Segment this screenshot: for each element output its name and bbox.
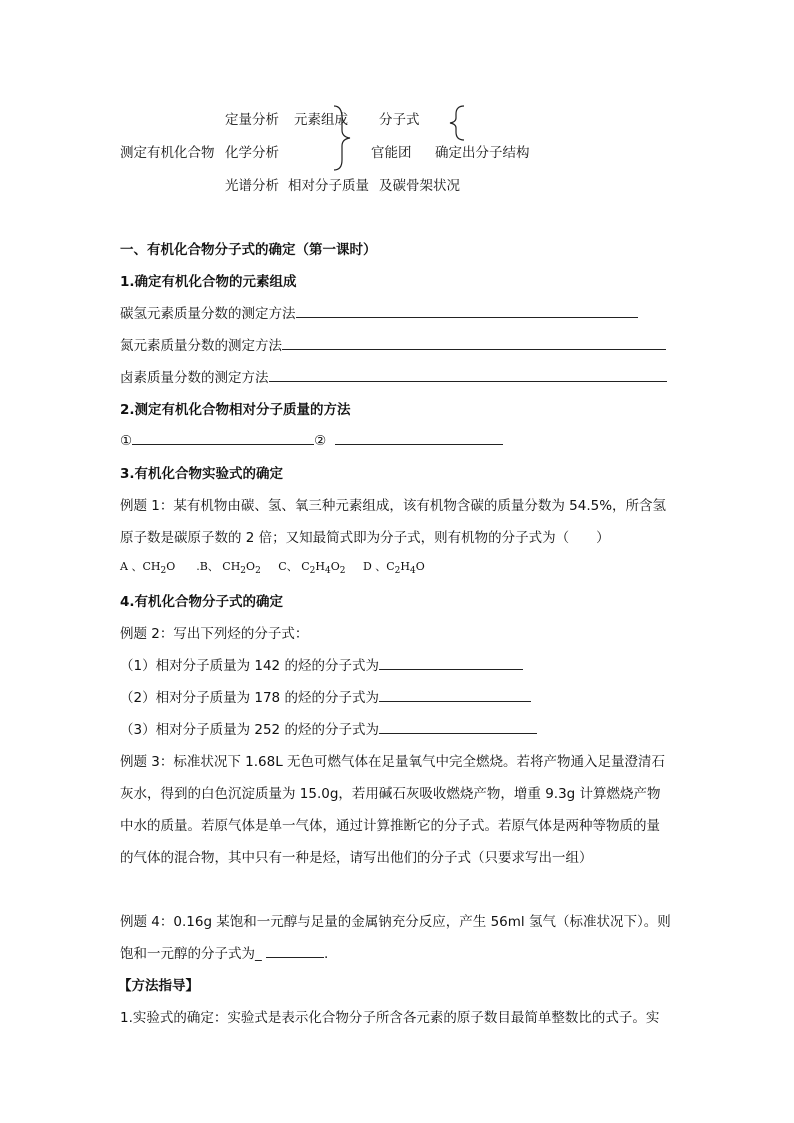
option-a[interactable]: A 、$CH_2O$: [120, 560, 176, 576]
answer-line-q3[interactable]: [379, 719, 537, 734]
question-ch: 碳氢元素质量分数的测定方法: [120, 302, 638, 322]
example3-line3: 中水的质量。若原气体是单一气体，通过计算推断它的分子式。若原气体是两种等物质的量: [120, 818, 660, 834]
example2-q3: （3）相对分子质量为 252 的烃的分子式为: [120, 718, 537, 738]
diagram-skeleton: 及碳骨架状况: [379, 178, 460, 194]
example2-q2: （2）相对分子质量为 178 的烃的分子式为: [120, 686, 531, 706]
diagram-element: 元素组成: [294, 112, 348, 128]
answer-line-halogen[interactable]: [269, 367, 667, 382]
answer-line-ex4[interactable]: [266, 943, 324, 958]
example3-line4: 的气体的混合物，其中只有一种是烃，请写出他们的分子式（只要求写出一组）: [120, 850, 593, 866]
answer-line-ch[interactable]: [296, 303, 638, 318]
method-line1: 1.实验式的确定：实验式是表示化合物分子所含各元素的原子数目最简单整数比的式子。实: [120, 1010, 660, 1026]
diagram-mass: 相对分子质量: [288, 178, 369, 194]
example2-q1: （1）相对分子质量为 142 的烃的分子式为: [120, 654, 523, 674]
section-title: 一、有机化合物分子式的确定（第一课时）: [120, 242, 377, 258]
heading-4: 4.有机化合物分子式的确定: [120, 594, 284, 610]
example4-line1: 例题 4：0.16g 某饱和一元醇与足量的金属钠充分反应，产生 56ml 氢气（标准状况下）。则: [120, 914, 671, 930]
heading-2: 2.测定有机化合物相对分子质量的方法: [120, 402, 351, 418]
example3-line1: 例题 3：标准状况下 1.68L 无色可燃气体在足量氧气中完全燃烧。若将产物通入足量澄清石: [120, 754, 666, 770]
methods-blanks: ① ②: [120, 430, 503, 449]
brace-left: [330, 104, 352, 172]
question-halogen: 卤素质量分数的测定方法: [120, 366, 667, 386]
diagram-formula: 分子式: [379, 112, 420, 128]
example4-line2: 饱和一元醇的分子式为_ .: [120, 942, 328, 962]
diagram-quantitative: 定量分析: [225, 112, 279, 128]
brace-right: [448, 104, 468, 142]
method-guide-heading: 【方法指导】: [118, 978, 199, 994]
option-b[interactable]: .B、 $CH_2O_2$: [196, 560, 261, 576]
example1-line1: 例题 1：某有机物由碳、氢、氧三种元素组成，该有机物含碳的质量分数为 54.5%，所含氢: [120, 498, 667, 514]
example1-line2: 原子数是碳原子数的 2 倍；又知最简式即为分子式，则有机物的分子式为（ ）: [120, 530, 610, 546]
option-d[interactable]: D 、$C_2H_4O$: [362, 560, 425, 576]
diagram-confirm: 确定出分子结构: [435, 145, 530, 161]
diagram-chem: 化学分析: [225, 145, 279, 161]
option-c[interactable]: C、 $C_2H_4O_2$: [278, 560, 346, 576]
heading-3: 3.有机化合物实验式的确定: [120, 466, 284, 482]
diagram-functional: 官能团: [371, 145, 412, 161]
example2-intro: 例题 2：写出下列烃的分子式：: [120, 626, 309, 642]
answer-line-method1[interactable]: [132, 430, 314, 445]
answer-line-method2[interactable]: [335, 430, 503, 445]
diagram-spectrum: 光谱分析: [225, 178, 279, 194]
example1-options: [120, 558, 425, 576]
answer-line-n[interactable]: [282, 335, 666, 350]
answer-line-q2[interactable]: [379, 687, 531, 702]
answer-line-q1[interactable]: [379, 655, 523, 670]
heading-1: 1.确定有机化合物的元素组成: [120, 274, 297, 290]
diagram-root: 测定有机化合物: [120, 145, 215, 161]
example3-line2: 灰水，得到的白色沉淀质量为 15.0g，若用碱石灰吸收燃烧产物，增重 9.3g 计算燃烧产物: [120, 786, 661, 802]
question-n: 氮元素质量分数的测定方法: [120, 334, 666, 354]
